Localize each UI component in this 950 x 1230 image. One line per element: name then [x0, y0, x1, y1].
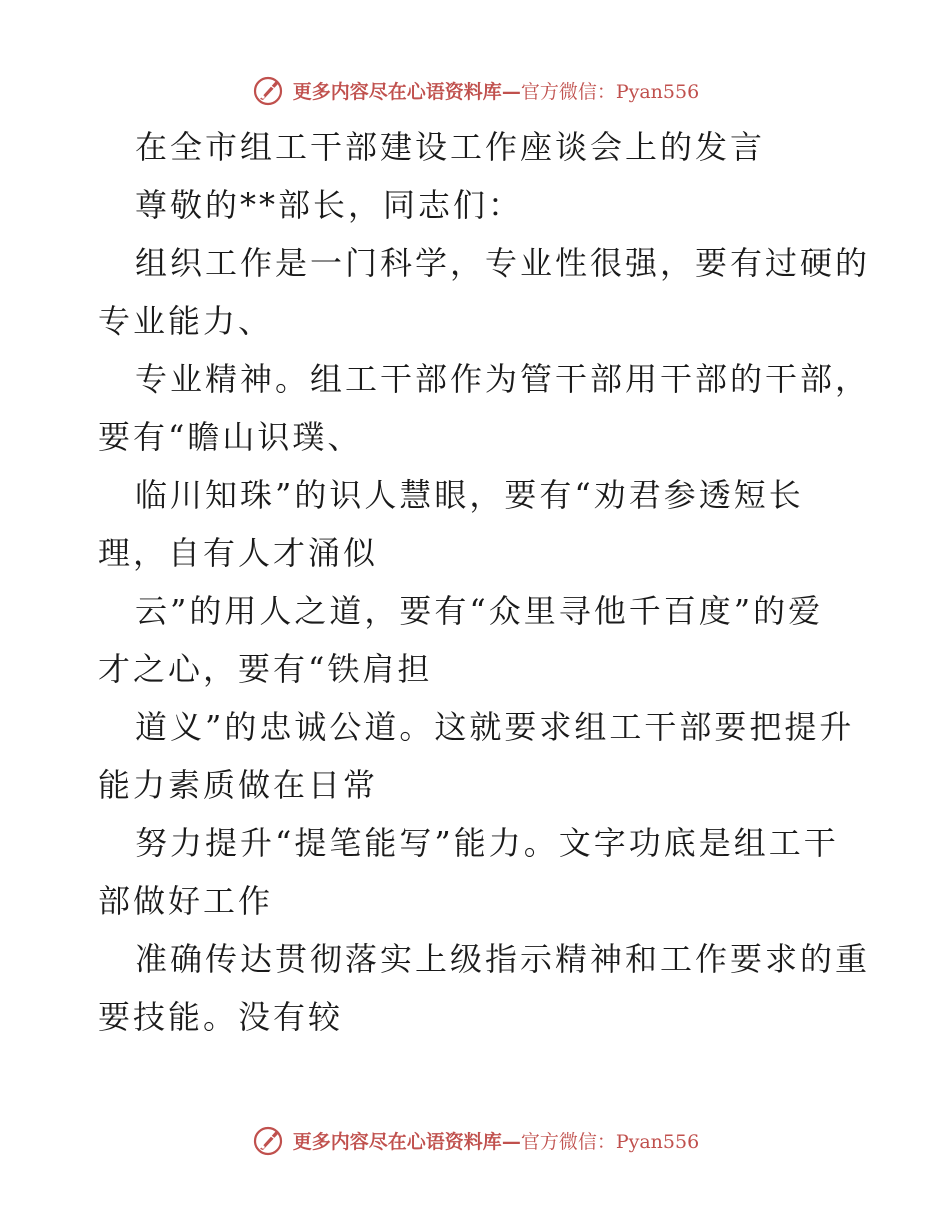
- document-line: 临川知珠”的识人慧眼，要有“劝君参透短长: [135, 476, 804, 514]
- banner-text: [293, 77, 699, 104]
- banner-text: [293, 1127, 699, 1154]
- banner-wechat-label: 官方微信：: [520, 1130, 616, 1153]
- quill-pen-logo-icon: [251, 1123, 285, 1157]
- document-line: 准确传达贯彻落实上级指示精神和工作要求的重: [135, 940, 871, 978]
- document-body: [98, 118, 878, 1046]
- document-line: 理，自有人才涌似: [98, 534, 379, 572]
- document-line: 能力素质做在日常: [98, 766, 379, 804]
- document-line: 努力提升“提笔能写”能力。文字功底是组工干: [135, 824, 839, 862]
- document-line: 要技能。没有较: [98, 998, 344, 1036]
- banner-promo-text: 更多内容尽在心语资料库: [292, 1130, 502, 1153]
- document-line: 道义”的忠诚公道。这就要求组工干部要把提升: [135, 708, 855, 746]
- banner-dash: —: [501, 80, 521, 103]
- document-line: 组织工作是一门科学，专业性很强，要有过硬的: [135, 244, 871, 282]
- quill-pen-logo-icon: [251, 73, 285, 107]
- document-line: 尊敬的**部长，同志们：: [135, 186, 524, 224]
- document-line: 专业精神。组工干部作为管干部用干部的干部，: [135, 360, 871, 398]
- footer-banner: [0, 1120, 950, 1160]
- document-line: 才之心，要有“铁肩担: [98, 650, 433, 688]
- document-line: 云”的用人之道，要有“众里寻他千百度”的爱: [135, 592, 824, 630]
- banner-wechat-id: Pyan556: [615, 80, 700, 103]
- document-line: 在全市组工干部建设工作座谈会上的发言: [135, 128, 766, 166]
- document-line: 要有“瞻山识璞、: [98, 418, 363, 456]
- document-line: 部做好工作: [98, 882, 274, 920]
- header-banner: [0, 70, 950, 110]
- banner-promo-text: 更多内容尽在心语资料库: [292, 80, 502, 103]
- banner-dash: —: [501, 1130, 521, 1153]
- document-line: 专业能力、: [98, 302, 274, 340]
- banner-wechat-label: 官方微信：: [520, 80, 616, 103]
- banner-wechat-id: Pyan556: [615, 1130, 700, 1153]
